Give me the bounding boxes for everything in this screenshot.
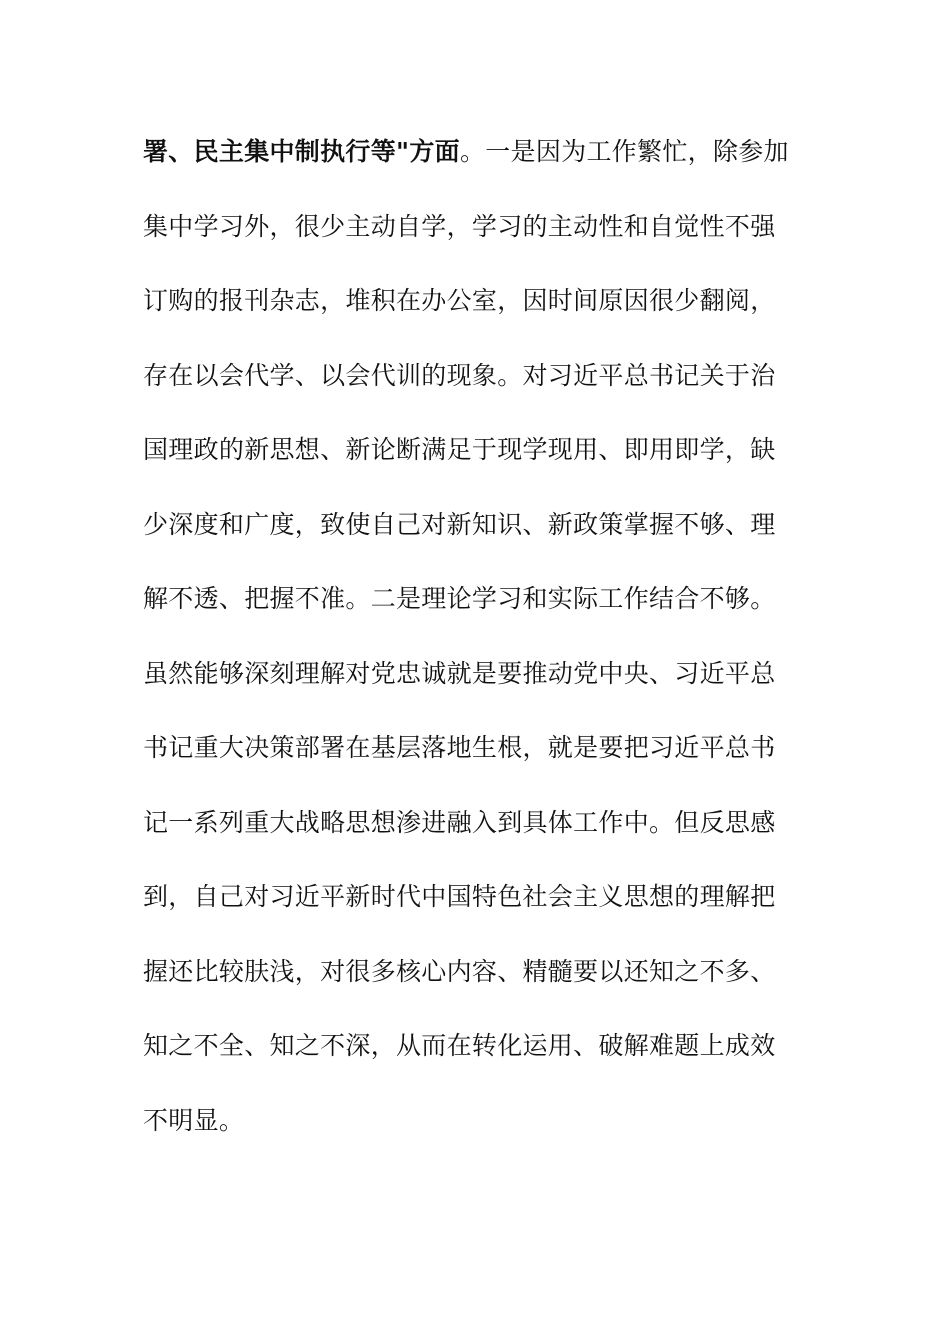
text-fragment: 。一是因为工作繁忙，除参加 [459,137,789,166]
text-line-11: 到，自己对习近平新时代中国特色社会主义思想的理解把 [143,882,776,911]
text-line-12: 握还比较肤浅，对很多核心内容、精髓要以还知之不多、 [143,956,776,986]
bold-heading-fragment: 署、民主集中制执行等"方面 [143,137,460,166]
text-line-3: 订购的报刊杂志，堆积在办公室，因时间原因很少翻阅， [143,286,776,315]
text-line-8: 虽然能够深刻理解对党忠诚就是要推动党中央、习近平总 [143,658,776,688]
text-line-7: 解不透、把握不准。二是理论学习和实际工作结合不够。 [143,584,776,613]
text-line-2: 集中学习外，很少主动自学，学习的主动性和自觉性不强 [143,211,776,241]
text-line-6: 少深度和广度，致使自己对新知识、新政策掌握不够、理 [143,509,776,539]
text-line-4: 存在以会代学、以会代训的现象。对习近平总书记关于治 [143,360,776,390]
text-line-9: 书记重大决策部署在基层落地生根，就是要把习近平总书 [143,733,776,762]
text-line-14: 不明显。 [143,1105,245,1135]
body-paragraph [143,115,813,1158]
text-line-10: 记一系列重大战略思想渗进融入到具体工作中。但反思感 [143,807,776,837]
text-line-1 [143,115,813,190]
text-line-13: 知之不全、知之不深，从而在转化运用、破解难题上成效 [143,1031,776,1060]
text-line-5: 国理政的新思想、新论断满足于现学现用、即用即学，缺 [143,435,776,464]
